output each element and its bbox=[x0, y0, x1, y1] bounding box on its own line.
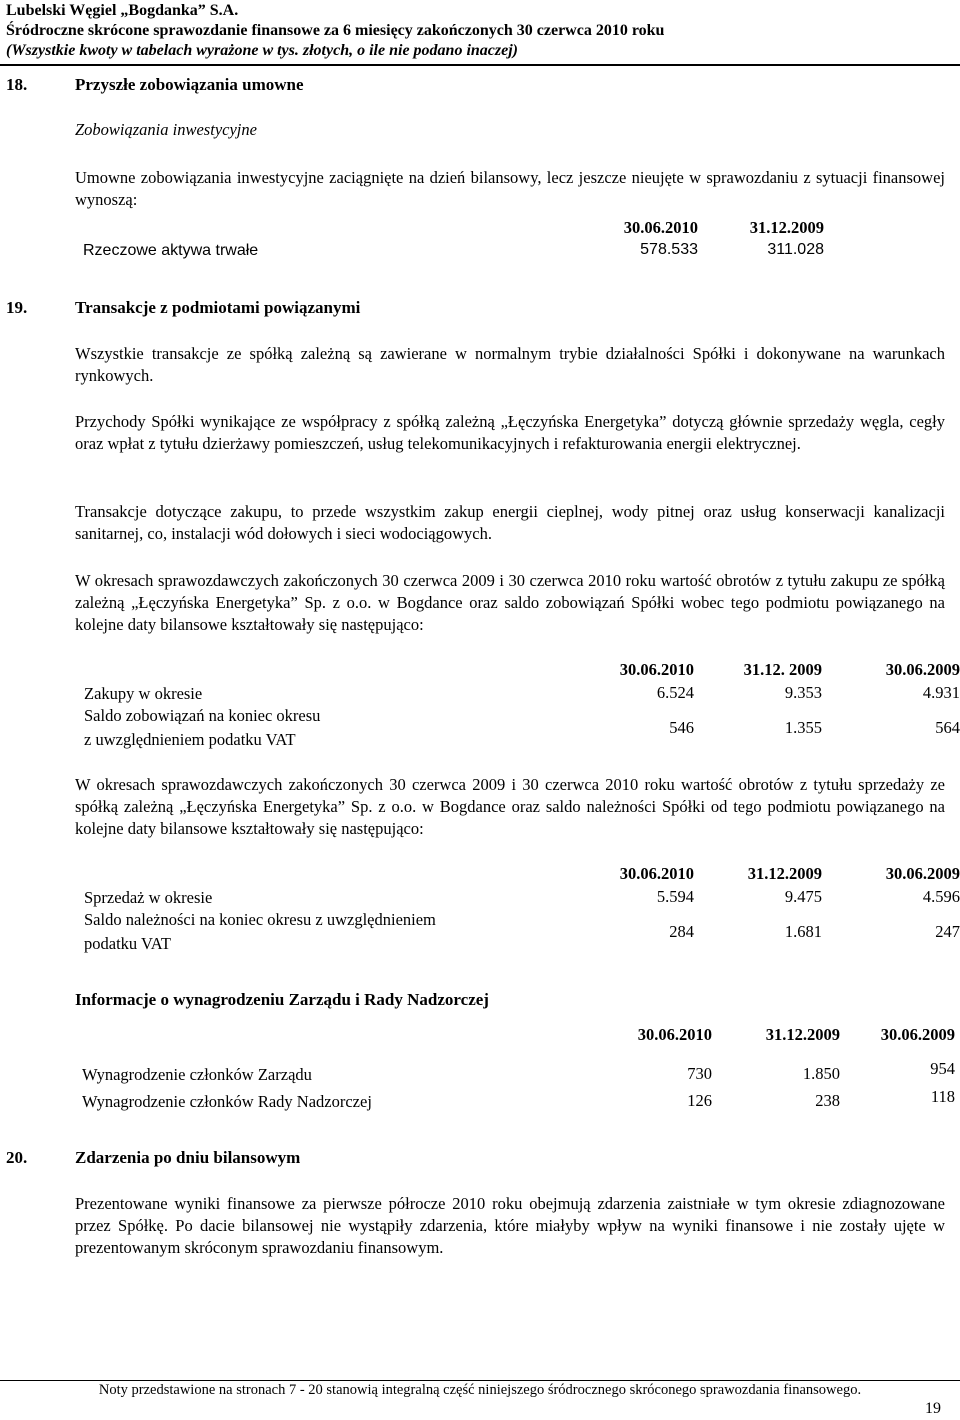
sales-row-1-label: Sprzedaż w okresie bbox=[84, 888, 213, 907]
remuneration-row-1-value-1: 730 bbox=[687, 1064, 712, 1083]
remuneration-title: Informacje o wynagrodzeniu Zarządu i Rady Nadzorczej bbox=[75, 990, 489, 1009]
sales-row-2-value-1: 284 bbox=[669, 922, 694, 941]
commitments-value-2010: 578.533 bbox=[640, 241, 698, 258]
purchases-row-1-value-3: 4.931 bbox=[922, 683, 960, 702]
sales-header-2: 31.12.2009 bbox=[747, 864, 822, 883]
sales-row-1-value-1: 5.594 bbox=[656, 887, 694, 906]
section-18-paragraph: Umowne zobowiązania inwestycyjne zaciągnięte na dzień bilansowy, lecz jeszcze nieujęte w sprawozdaniu z sytuacji finansowej wynoszą: bbox=[75, 168, 945, 209]
remuneration-row-1-value-2: 1.850 bbox=[802, 1064, 840, 1083]
purchases-row-1-label: Zakupy w okresie bbox=[84, 684, 203, 703]
section-20-title: Zdarzenia po dniu bilansowym bbox=[75, 1148, 301, 1167]
section-20-number: 20. bbox=[6, 1148, 28, 1167]
remuneration-row-1-value-3: 954 bbox=[930, 1059, 955, 1078]
purchases-row-1-value-2: 9.353 bbox=[784, 683, 822, 702]
sales-header-3: 30.06.2009 bbox=[885, 864, 960, 883]
sales-row-2-value-3: 247 bbox=[935, 922, 960, 941]
purchases-header-1: 30.06.2010 bbox=[619, 660, 694, 679]
purchases-header-3: 30.06.2009 bbox=[885, 660, 960, 679]
purchases-row-2-value-2: 1.355 bbox=[784, 718, 822, 737]
sales-row-1-value-2: 9.475 bbox=[784, 887, 822, 906]
remuneration-header-2: 31.12.2009 bbox=[765, 1025, 840, 1044]
purchases-row-1-value-1: 6.524 bbox=[656, 683, 694, 702]
section-19-paragraph-4: W okresach sprawozdawczych zakończonych 30 czerwca 2009 i 30 czerwca 2010 roku wartość obrotów z tytułu zakupu ze spółką zależną „Łęczyńska Energetyka” Sp. z o.o. w Bogdance oraz saldo zobowiązań Spółki wobec tego podmiotu powiązanego na kolejne daty bilansowe kształtowały się następująco: bbox=[75, 571, 945, 634]
remuneration-header-3: 30.06.2009 bbox=[880, 1025, 955, 1044]
section-19-paragraph-1: Wszystkie transakcje ze spółką zależną są zawierane w normalnym trybie działalności Spółki i dokonywane na warunkach rynkowych. bbox=[75, 344, 945, 385]
remuneration-row-2-value-1: 126 bbox=[687, 1091, 712, 1110]
purchases-row-2-value-3: 564 bbox=[935, 718, 960, 737]
section-19-title: Transakcje z podmiotami powiązanymi bbox=[75, 298, 361, 317]
section-19-paragraph-2: Przychody Spółki wynikające ze współpracy z spółką zależną „Łęczyńska Energetyka” dotyczą głównie sprzedaży węgla, cegły oraz wpłat z tytułu dzierżawy pomieszczeń, usług telekomunikacyjnych i refakturowania energii elektrycznej. bbox=[75, 412, 945, 453]
sales-header-1: 30.06.2010 bbox=[619, 864, 694, 883]
remuneration-row-2-label: Wynagrodzenie członków Rady Nadzorczej bbox=[82, 1092, 372, 1111]
purchases-header-2: 31.12. 2009 bbox=[743, 660, 822, 679]
commitments-header-2010: 30.06.2010 bbox=[623, 218, 698, 237]
remuneration-row-2-value-2: 238 bbox=[815, 1091, 840, 1110]
purchases-row-2-label: Saldo zobowiązań na koniec okresu bbox=[84, 706, 321, 725]
footer-rule bbox=[0, 1380, 960, 1381]
page-number: 19 bbox=[925, 1400, 941, 1417]
remuneration-header-1: 30.06.2010 bbox=[637, 1025, 712, 1044]
purchases-row-2-value-1: 546 bbox=[669, 718, 694, 737]
section-18-number: 18. bbox=[6, 75, 28, 94]
commitments-header-2009: 31.12.2009 bbox=[749, 218, 824, 237]
section-20-paragraph: Prezentowane wyniki finansowe za pierwsze półrocze 2010 roku obejmują zdarzenia zaistniałe w tym okresie zdiagnozowane przez Spółkę. Po dacie bilansowej nie wystąpiły zdarzenia, które miałyby wpływ na wyniki finansowe i nie zostały ujęte w prezentowanym skróconym sprawozdaniu finansowym. bbox=[75, 1194, 945, 1257]
amounts-note: (Wszystkie kwoty w tabelach wyrażone w tys. złotych, o ile nie podano inaczej) bbox=[6, 42, 518, 59]
section-19-paragraph-3: Transakcje dotyczące zakupu, to przede wszystkim zakup energii cieplnej, wody pitnej oraz usług konserwacji kanalizacji sanitarnej, co, instalacji wód dołowych i sieci wodociągowych. bbox=[75, 502, 945, 543]
sales-row-2-value-2: 1.681 bbox=[784, 922, 822, 941]
sales-row-2-label-line-2: podatku VAT bbox=[84, 934, 171, 953]
header-rule bbox=[0, 64, 960, 66]
section-18-title: Przyszłe zobowiązania umowne bbox=[75, 75, 304, 94]
section-19-number: 19. bbox=[6, 298, 28, 317]
commitments-value-2009: 311.028 bbox=[767, 241, 824, 258]
sales-row-2-label: Saldo należności na koniec okresu z uwzględnieniem bbox=[84, 910, 436, 929]
section-19-paragraph-5: W okresach sprawozdawczych zakończonych 30 czerwca 2009 i 30 czerwca 2010 roku wartość obrotów z tytułu sprzedaży ze spółką zależną „Łęczyńska Energetyka” Sp. z o.o. w Bogdance oraz saldo należności Spółki od tego podmiotu powiązanego na kolejne daty bilansowe kształtowały się następująco: bbox=[75, 775, 945, 838]
purchases-row-2-label-line-2: z uwzględnieniem podatku VAT bbox=[84, 730, 296, 749]
commitments-row-label: Rzeczowe aktywa trwałe bbox=[83, 242, 259, 259]
section-18-subtitle: Zobowiązania inwestycyjne bbox=[75, 120, 257, 139]
remuneration-row-1-label: Wynagrodzenie członków Zarządu bbox=[82, 1065, 312, 1084]
footer-note: Noty przedstawione na stronach 7 - 20 stanowią integralną część niniejszego śródrocznego skróconego sprawozdania finansowego. bbox=[98, 1382, 862, 1398]
sales-row-1-value-3: 4.596 bbox=[922, 887, 960, 906]
report-title: Śródroczne skrócone sprawozdanie finansowe za 6 miesięcy zakończonych 30 czerwca 2010 roku bbox=[6, 22, 665, 39]
company-name: Lubelski Węgiel „Bogdanka” S.A. bbox=[6, 2, 239, 19]
remuneration-row-2-value-3: 118 bbox=[930, 1087, 955, 1106]
